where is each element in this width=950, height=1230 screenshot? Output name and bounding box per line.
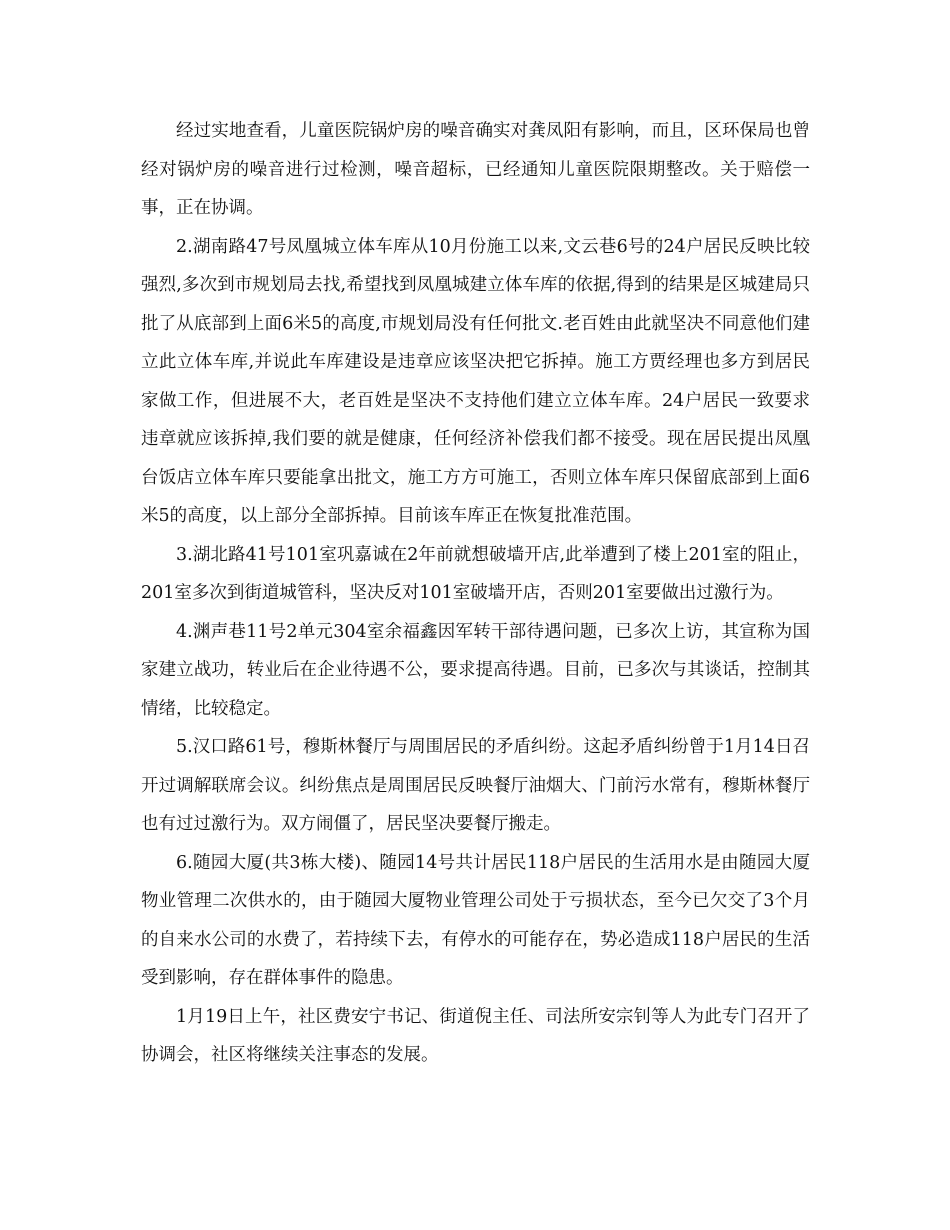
paragraph-coordination-meeting: 1月19日上午，社区费安宁书记、街道倪主任、司法所安宗钊等人为此专门召开了协调会，社区将继续关注事态的发展。: [141, 1006, 810, 1065]
paragraph-item-3-storefront-dispute: 3.湖北路41号101室巩嘉诚在2年前就想破墙开店,此举遭到了楼上201室的阻止，201室多次到街道城管科，坚决反对101室破墙开店，否则201室要做出过激行为。: [141, 544, 810, 603]
paragraph-item-6-water-supply: 6.随园大厦(共3栋大楼)、随园14号共计居民118户居民的生活用水是由随园大厦物业管理二次供水的，由于随园大厦物业管理公司处于亏损状态，至今已欠交了3个月的自来水公司的水费了，若持续下去，有停水的可能存在，势必造成118户居民的生活受到影响，存在群体事件的隐患。: [141, 852, 810, 988]
paragraph-item-4-veteran-petition: 4.渊声巷11号2单元304室余福鑫因军转干部待遇问题，已多次上访，其宣称为国家建立战功，转业后在企业待遇不公，要求提高待遇。目前，已多次与其谈话，控制其情绪，比较稳定。: [141, 621, 810, 719]
paragraph-item-2-parking-garage: 2.湖南路47号凤凰城立体车库从10月份施工以来,文云巷6号的24户居民反映比较强烈,多次到市规划局去找,希望找到凤凰城建立体车库的依据,得到的结果是区城建局只批了从底部到上面6米5的高度,市规划局没有任何批文.老百姓由此就坚决不同意他们建立此立体车库,并说此车库建设是违章应该坚决把它拆掉。施工方贾经理也多方到居民家做工作，但进展不大，老百姓是坚决不支持他们建立立体车库。24户居民一致要求违章就应该拆掉,我们要的就是健康，任何经济补偿我们都不接受。现在居民提出凤凰台饭店立体车库只要能拿出批文，施工方方可施工，否则立体车库只保留底部到上面6米5的高度，以上部分全部拆掉。目前该车库正在恢复批准范围。: [141, 236, 810, 526]
paragraph-boiler-noise: 经过实地查看，儿童医院锅炉房的噪音确实对龚凤阳有影响，而且，区环保局也曾经对锅炉房的噪音进行过检测，噪音超标，已经通知儿童医院限期整改。关于赔偿一事，正在协调。: [141, 121, 810, 218]
paragraph-item-5-restaurant-dispute: 5.汉口路61号，穆斯林餐厅与周围居民的矛盾纠纷。这起矛盾纠纷曾于1月14日召开过调解联席会议。纠纷焦点是周围居民反映餐厅油烟大、门前污水常有，穆斯林餐厅也有过过激行为。双方闹僵了，居民坚决要餐厅搬走。: [141, 737, 810, 834]
document-page: [141, 112, 810, 1075]
